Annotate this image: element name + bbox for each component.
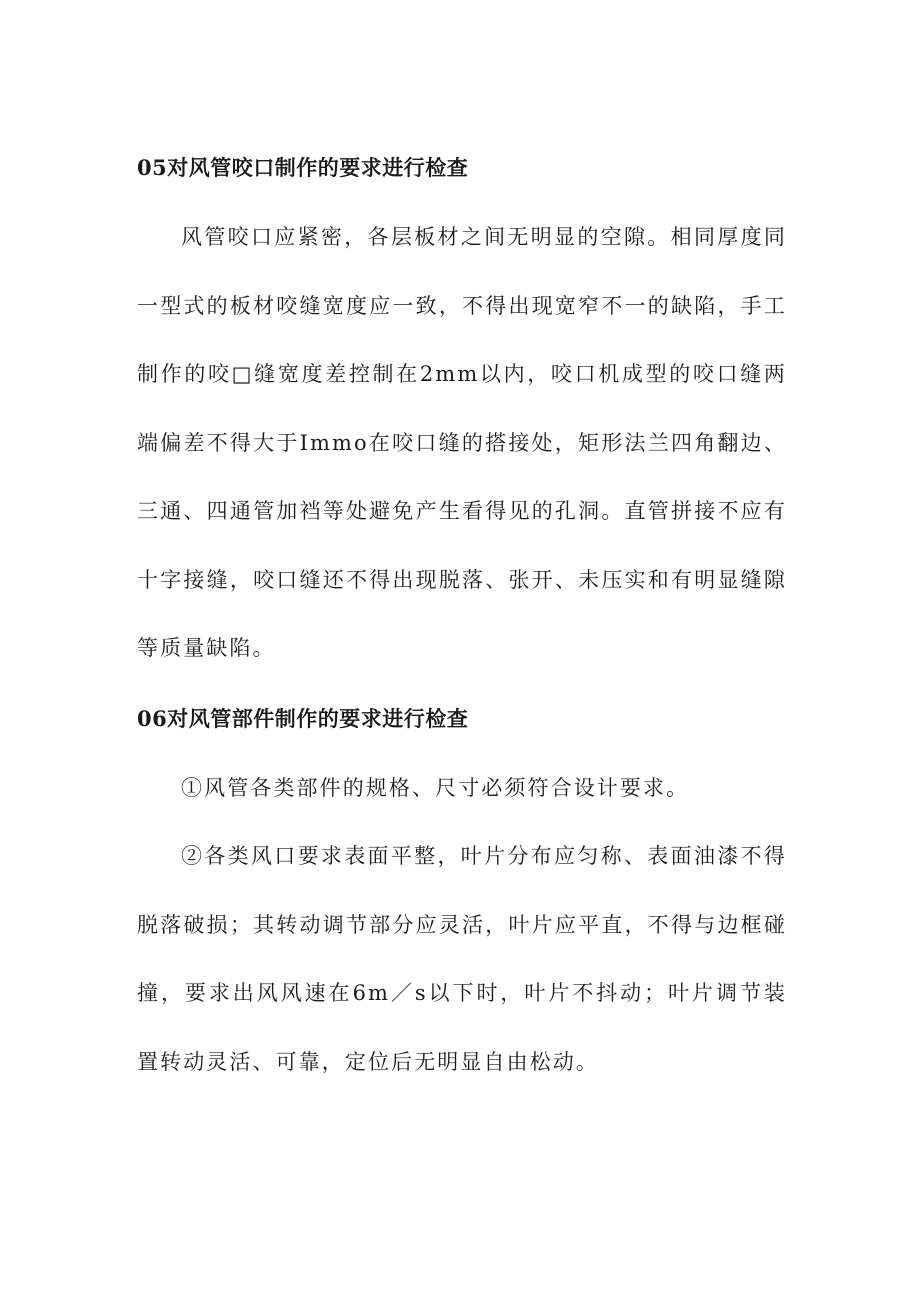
section-05 bbox=[137, 148, 787, 683]
section-heading: 05对风管咬口制作的要求进行检查 bbox=[137, 155, 469, 181]
document-page bbox=[137, 148, 787, 1096]
paragraph: 风管咬口应紧密，各层板材之间无明显的空隙。相同厚度同一型式的板材咬缝宽度应一致，不得出现宽窄不一的缺陷，手工制作的咬□缝宽度差控制在2mm以内，咬口机成型的咬口缝两端偏差不得大于Immo在咬口缝的搭接处，矩形法兰四角翻边、三通、四通管加裆等处避免产生看得见的孔洞。直管拼接不应有十字接缝，咬口缝还不得出现脱落、张开、未压实和有明显缝隙等质量缺陷。 bbox=[137, 225, 787, 660]
section-06 bbox=[137, 699, 787, 1097]
paragraph: ②各类风口要求表面平整，叶片分布应匀称、表面油漆不得脱落破损；其转动调节部分应灵活，叶片应平直，不得与边框碰撞，要求出风风速在6m／s以下时，叶片不抖动；叶片调节装置转动灵活、可靠，定位后无明显自由松动。 bbox=[137, 844, 787, 1074]
paragraph: ①风管各类部件的规格、尺寸必须符合设计要求。 bbox=[181, 775, 690, 800]
section-heading: 06对风管部件制作的要求进行检查 bbox=[137, 705, 469, 731]
